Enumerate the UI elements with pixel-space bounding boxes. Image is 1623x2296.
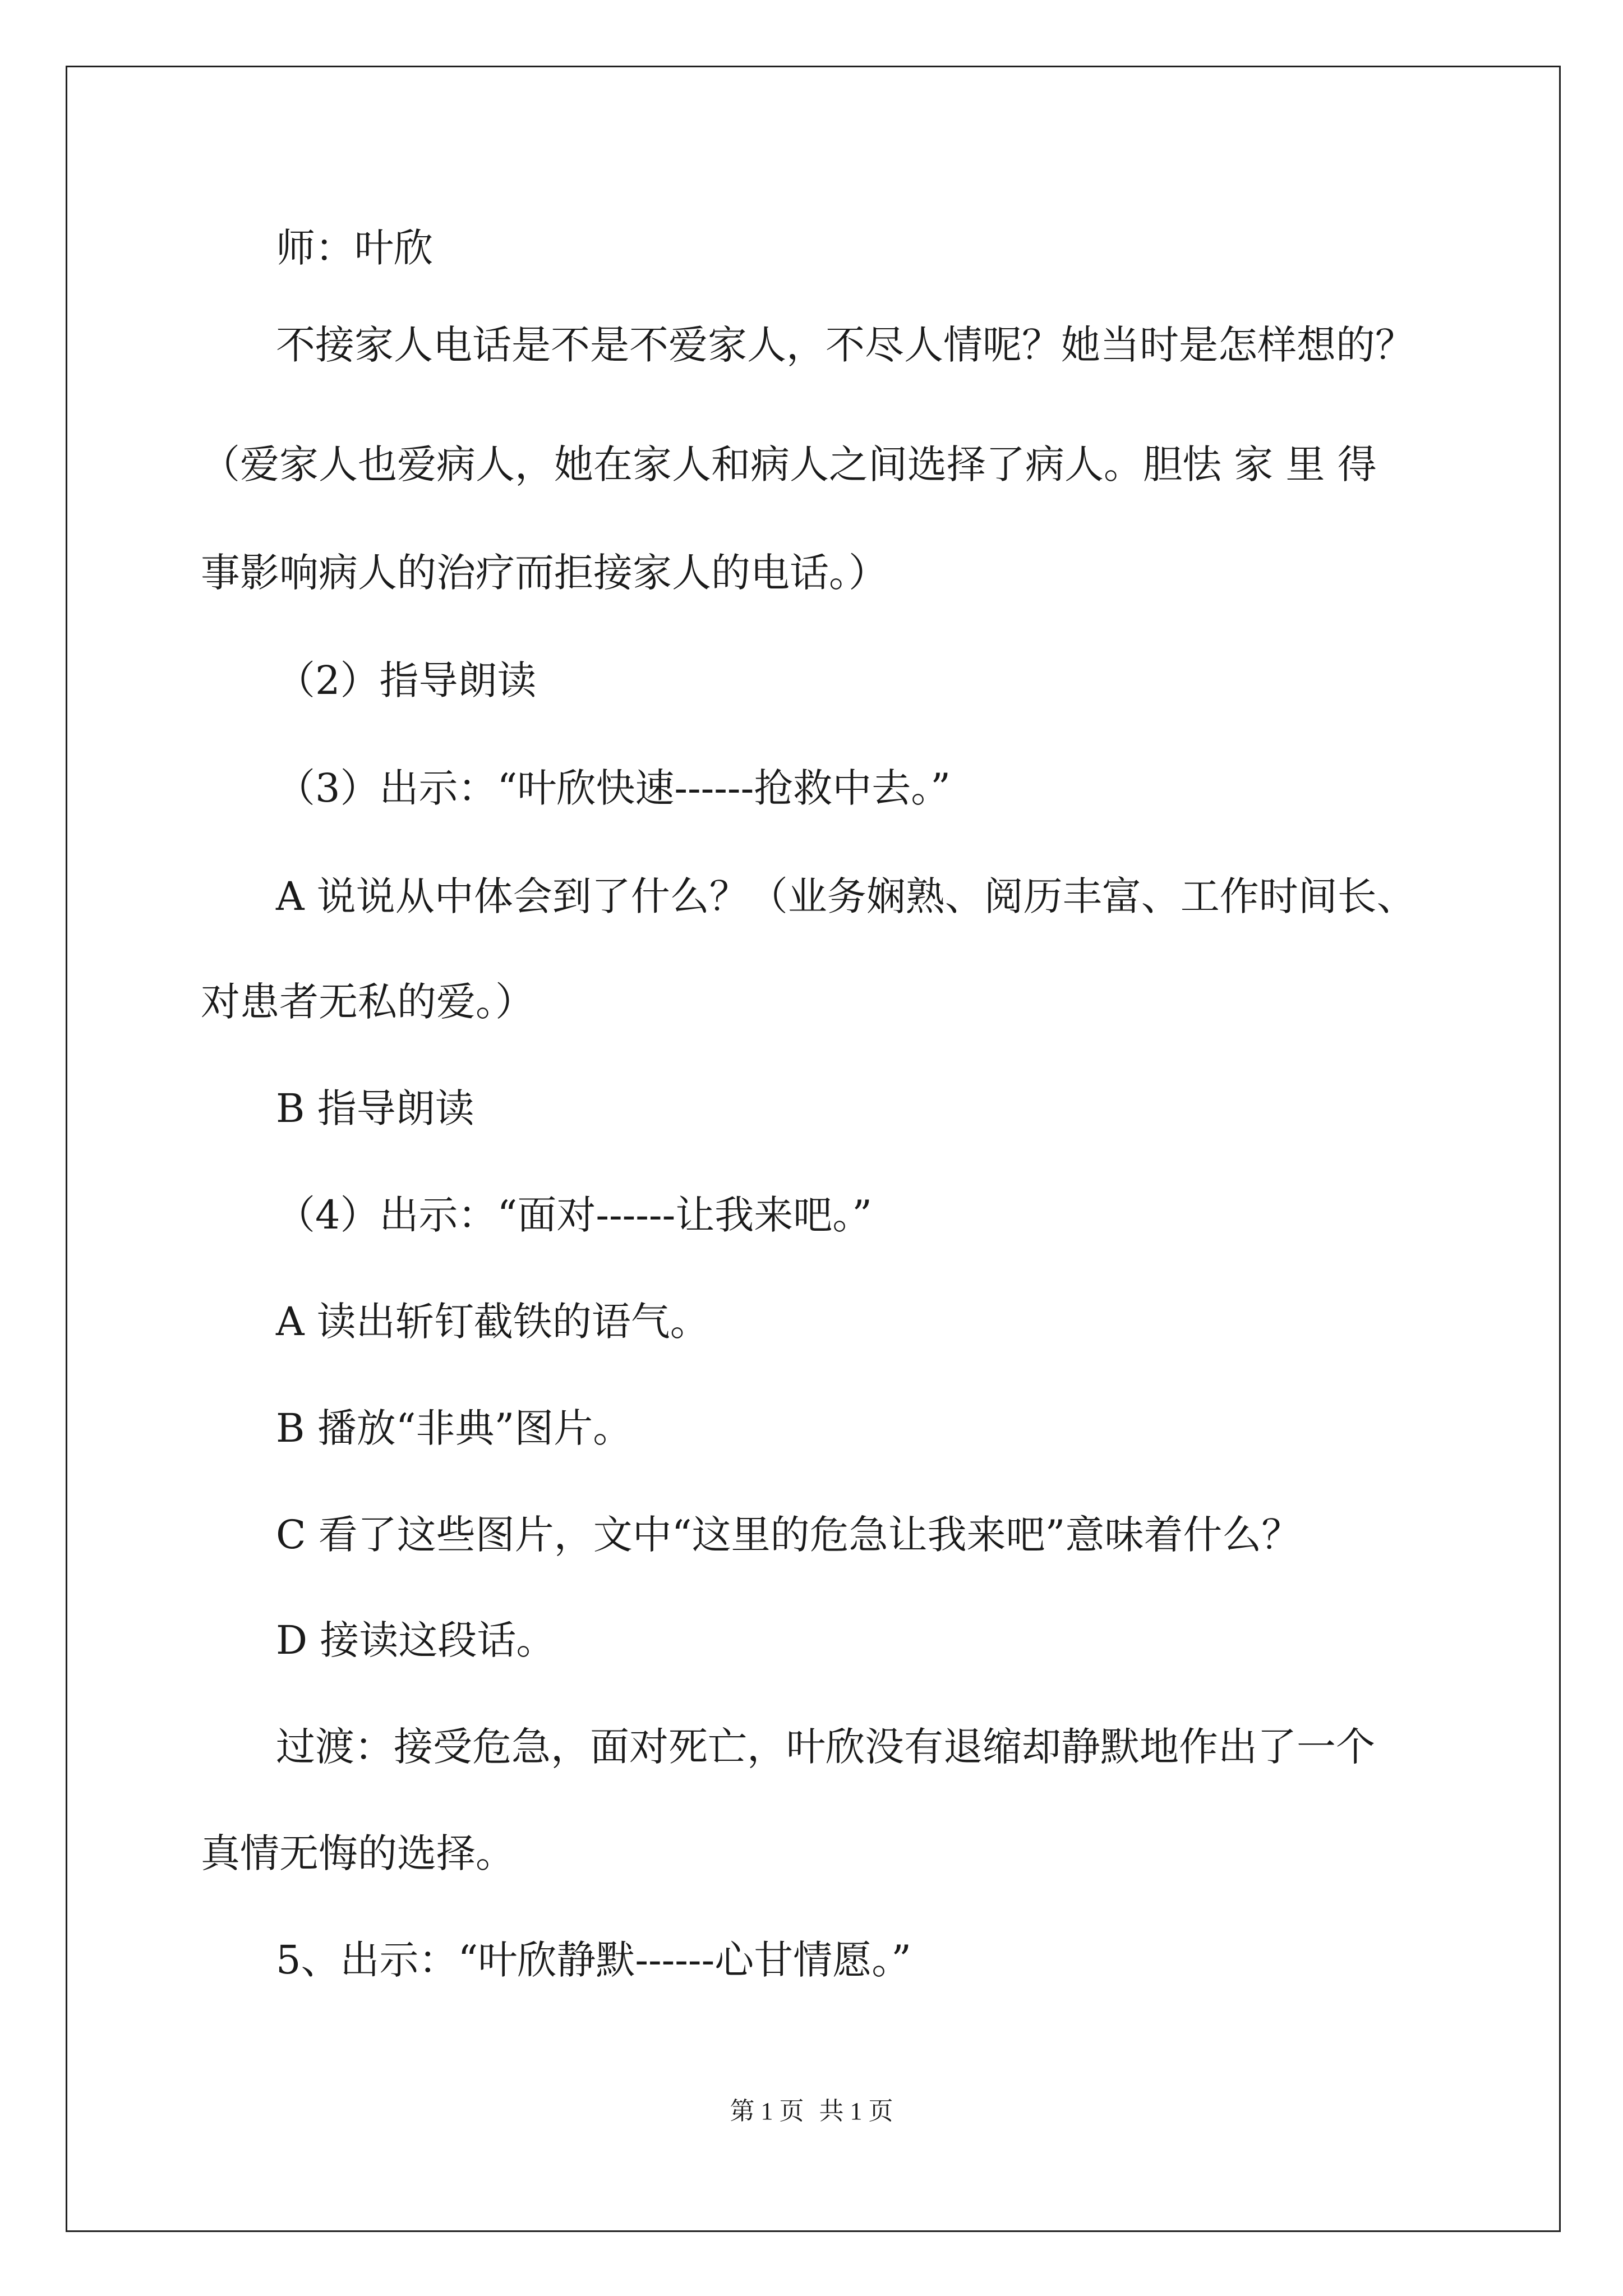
text-line-17: 5、出示：“叶欣静默------心甘情愿。”: [276, 1937, 912, 1983]
text-line-8: 对患者无私的爱。）: [201, 979, 534, 1025]
text-line-2: 不接家人电话是不是不爱家人，不尽人情呢？她当时是怎样想的？: [276, 322, 1414, 368]
text-line-16: 真情无悔的选择。: [201, 1830, 515, 1876]
text-line-13: C 看了这些图片，文中“这里的危急让我来吧”意味着什么？: [276, 1512, 1301, 1558]
text-line-14: D 接读这段话。: [276, 1617, 556, 1663]
text-line-3: （爱家人也爱病人，她在家人和病人之间选择了病人。胆怯 家 里 得: [201, 441, 1377, 487]
text-line-5: （2）指导朗读: [276, 657, 537, 703]
text-line-15: 过渡：接受危急，面对死亡，叶欣没有退缩却静默地作出了一个: [276, 1724, 1375, 1770]
text-line-7: A 说说从中体会到了什么？（业务娴熟、阅历丰富、工作时间长、: [276, 873, 1416, 919]
text-line-9: B 指导朗读: [276, 1085, 474, 1131]
text-line-6: （3）出示：“叶欣快速------抢救中去。”: [276, 765, 951, 811]
text-line-10: （4）出示：“面对------让我来吧。”: [276, 1192, 873, 1238]
page-total: 共 1 页: [819, 2097, 893, 2125]
page-footer: [0, 2099, 1623, 2124]
page-number: 第 1 页: [730, 2097, 804, 2125]
text-line-11: A 读出斩钉截铁的语气。: [276, 1299, 709, 1345]
text-line-12: B 播放“非典”图片。: [276, 1405, 633, 1451]
text-line-4: 事影响病人的治疗而拒接家人的电话。）: [201, 550, 888, 596]
text-line-1: 师：叶欣: [276, 225, 433, 271]
page-border: [66, 66, 1561, 2232]
